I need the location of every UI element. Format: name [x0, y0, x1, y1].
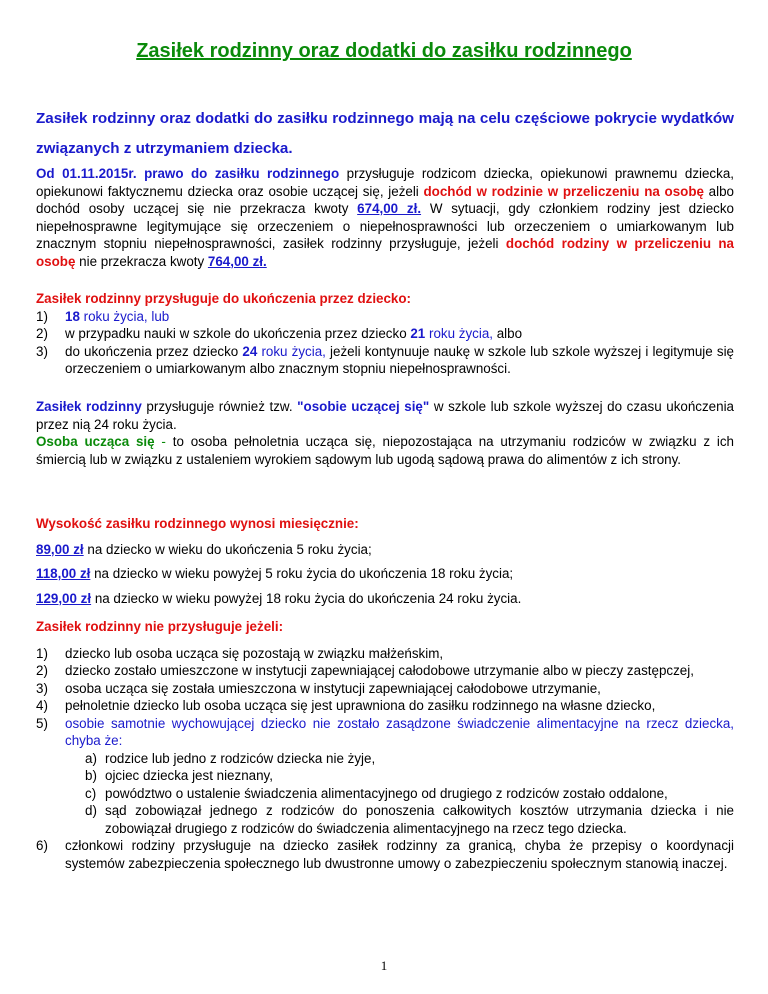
amount-value: 89,00 zł: [36, 541, 84, 557]
list-item: [36, 662, 734, 680]
income-phrase: dochód w rodzinie w przeliczeniu na osobę: [423, 183, 704, 199]
list-letter: c): [85, 785, 97, 801]
amount-text: na dziecko w wieku powyżej 18 roku życia do ukończenia 24 roku życia.: [91, 590, 522, 606]
list-text: albo: [492, 326, 523, 341]
list-item: [36, 837, 734, 872]
exclusions-section: [36, 618, 734, 872]
list-text: sąd zobowiązał jednego z rodziców do ponoszenia całkowitych kosztów utrzymania dziecka i nie zobowiązał drugiego z rodziców do świadczenia alimentacyjnego na rzecz tego dziecka.: [105, 803, 734, 836]
list-text: osobie samotnie wychowującej dziecko nie zostało zasądzone świadczenie alimentacyjne na rzecz dziecka, chyba że:: [65, 715, 734, 748]
amount-text: na dziecko w wieku powyżej 5 roku życia do ukończenia 18 roku życia;: [90, 566, 514, 581]
eligibility-text: albo dochód osoby uczącej się nie przekracza kwoty: [36, 183, 734, 216]
list-item: [36, 645, 734, 663]
age-limit-list: [36, 308, 734, 378]
student-term: "osobie uczącej się": [297, 399, 430, 414]
list-text: w przypadku nauki w szkole do ukończenia przez dziecko: [65, 326, 411, 341]
section-heading: Zasiłek rodzinny przysługuje do ukończenia przez dziecko:: [36, 291, 412, 306]
income-phrase: dochód rodziny w przeliczeniu na osobę: [36, 236, 735, 269]
list-number: 5): [36, 715, 48, 731]
amount-value: 118,00 zł: [36, 566, 91, 581]
list-text: rodzice lub jedno z rodziców dziecka nie żyje,: [105, 750, 376, 766]
list-text: roku życia: [79, 308, 144, 324]
student-definition-term: Osoba ucząca się: [36, 434, 155, 449]
amount-row: [36, 565, 734, 583]
list-text: pełnoletnie dziecko lub osoba ucząca się jest uprawniona do zasiłku rodzinnego na własne dziecko,: [65, 698, 656, 713]
list-item: [36, 680, 734, 698]
list-text: , lub: [143, 308, 170, 324]
list-text: dziecko zostało umieszczone w instytucji zapewniającej całodobowe utrzymanie albo w pieczy zastępczej,: [65, 663, 694, 678]
section-heading: Zasiłek rodzinny nie przysługuje jeżeli:: [36, 619, 284, 634]
list-number: 3): [36, 343, 48, 359]
income-limit-amount: 674,00 zł.: [357, 201, 422, 216]
list-number: 1): [36, 645, 48, 661]
amount-row: [36, 541, 734, 559]
exceptions-list: [85, 750, 734, 838]
age-value: 24: [242, 343, 258, 359]
income-limit-amount: 764,00 zł.: [207, 253, 267, 269]
eligibility-text: nie przekracza kwoty: [75, 253, 208, 269]
list-number: 6): [36, 838, 48, 853]
student-dash: -: [154, 434, 173, 449]
eligibility-paragraph: [36, 165, 734, 270]
list-item: [36, 308, 734, 326]
list-text: jeżeli kontynuuje naukę w szkole lub szkole wyższej i legitymuje się orzeczeniem o umiarkowanym albo znacznym stopniu niepełnosprawności.: [65, 343, 734, 376]
exclusions-list: [36, 645, 734, 873]
age-value: 18: [65, 308, 80, 324]
list-letter: d): [85, 803, 97, 818]
student-lead: Zasiłek rodzinny: [36, 399, 142, 414]
list-item: [36, 715, 734, 838]
eligibility-text: W sytuacji, gdy członkiem rodziny jest dziecko niepełnosprawne legitymujące się orzeczeniem o niepełnosprawności lub orzeczeniem o umiarkowanym lub znacznym stopniu niepełnosprawności, zasiłek rodzinny przysługuje, jeżeli: [36, 201, 734, 251]
age-limit-section: [36, 290, 734, 378]
student-section: [36, 398, 734, 468]
list-item: [36, 343, 734, 378]
sub-list-item: [85, 785, 734, 803]
list-text: dziecko lub osoba ucząca się pozostają w związku małżeńskim,: [65, 645, 444, 661]
page-number: 1: [380, 958, 388, 973]
list-text: ojciec dziecka jest nieznany,: [105, 768, 273, 783]
eligibility-lead: Od 01.11.2015r. prawo do zasiłku rodzinnego: [36, 166, 340, 181]
list-text: powództwo o ustalenie świadczenia alimentacyjnego od drugiego z rodziców zostało oddalone,: [105, 785, 668, 801]
list-text: członkowi rodziny przysługuje na dziecko zasiłek rodzinny za granicą, chyba że przepisy o koordynacji systemów zabezpieczenia społecznego lub dwustronne umowy o zabezpieczeniu społecznym stanowią inaczej.: [65, 838, 734, 871]
section-heading: Wysokość zasiłku rodzinnego wynosi miesięcznie:: [36, 516, 359, 531]
amounts-section: [36, 515, 734, 614]
amount-value: 129,00 zł: [36, 590, 92, 606]
sub-list-item: [85, 767, 734, 785]
list-number: 4): [36, 698, 48, 713]
amount-text: na dziecko w wieku do ukończenia 5 roku życia;: [83, 541, 372, 557]
student-text: przysługuje również tzw.: [141, 399, 298, 414]
sub-list-item: [85, 750, 734, 768]
amount-row: [36, 590, 734, 608]
list-text: roku życia,: [425, 326, 493, 341]
list-number: 1): [36, 308, 48, 324]
list-letter: a): [85, 750, 97, 766]
age-value: 21: [410, 326, 426, 341]
list-number: 3): [36, 680, 48, 696]
list-text: do ukończenia przez dziecko: [65, 343, 243, 359]
intro-paragraph: Zasiłek rodzinny oraz dodatki do zasiłku rodzinnego mają na celu częściowe pokrycie wydatków związanych z utrzymaniem dziecka.: [36, 110, 734, 157]
list-number: 2): [36, 663, 48, 678]
list-text: roku życia,: [257, 343, 326, 359]
student-definition-text: to osoba pełnoletnia ucząca się, niepozostająca na utrzymaniu rodziców w związku z ich śmiercią lub w związku z ustaleniem wyrokiem sądowym lub ugodą sądową prawa do alimentów z ich strony.: [36, 434, 735, 467]
page-title: Zasiłek rodzinny oraz dodatki do zasiłku rodzinnego: [136, 40, 632, 62]
list-text: osoba ucząca się została umieszczona w instytucji zapewniającej całodobowe utrzymanie,: [65, 680, 601, 696]
list-letter: b): [85, 768, 97, 783]
list-item: [36, 325, 734, 343]
eligibility-text: przysługuje rodzicom dziecka, opiekunowi prawnemu dziecka, opiekunowi faktycznemu dziecka oraz osobie uczącej się, jeżeli: [36, 166, 734, 199]
list-item: [36, 697, 734, 715]
student-text: w szkole lub szkole wyższej do czasu ukończenia przez nią 24 roku życia.: [36, 399, 734, 432]
list-number: 2): [36, 326, 48, 341]
sub-list-item: [85, 802, 734, 837]
